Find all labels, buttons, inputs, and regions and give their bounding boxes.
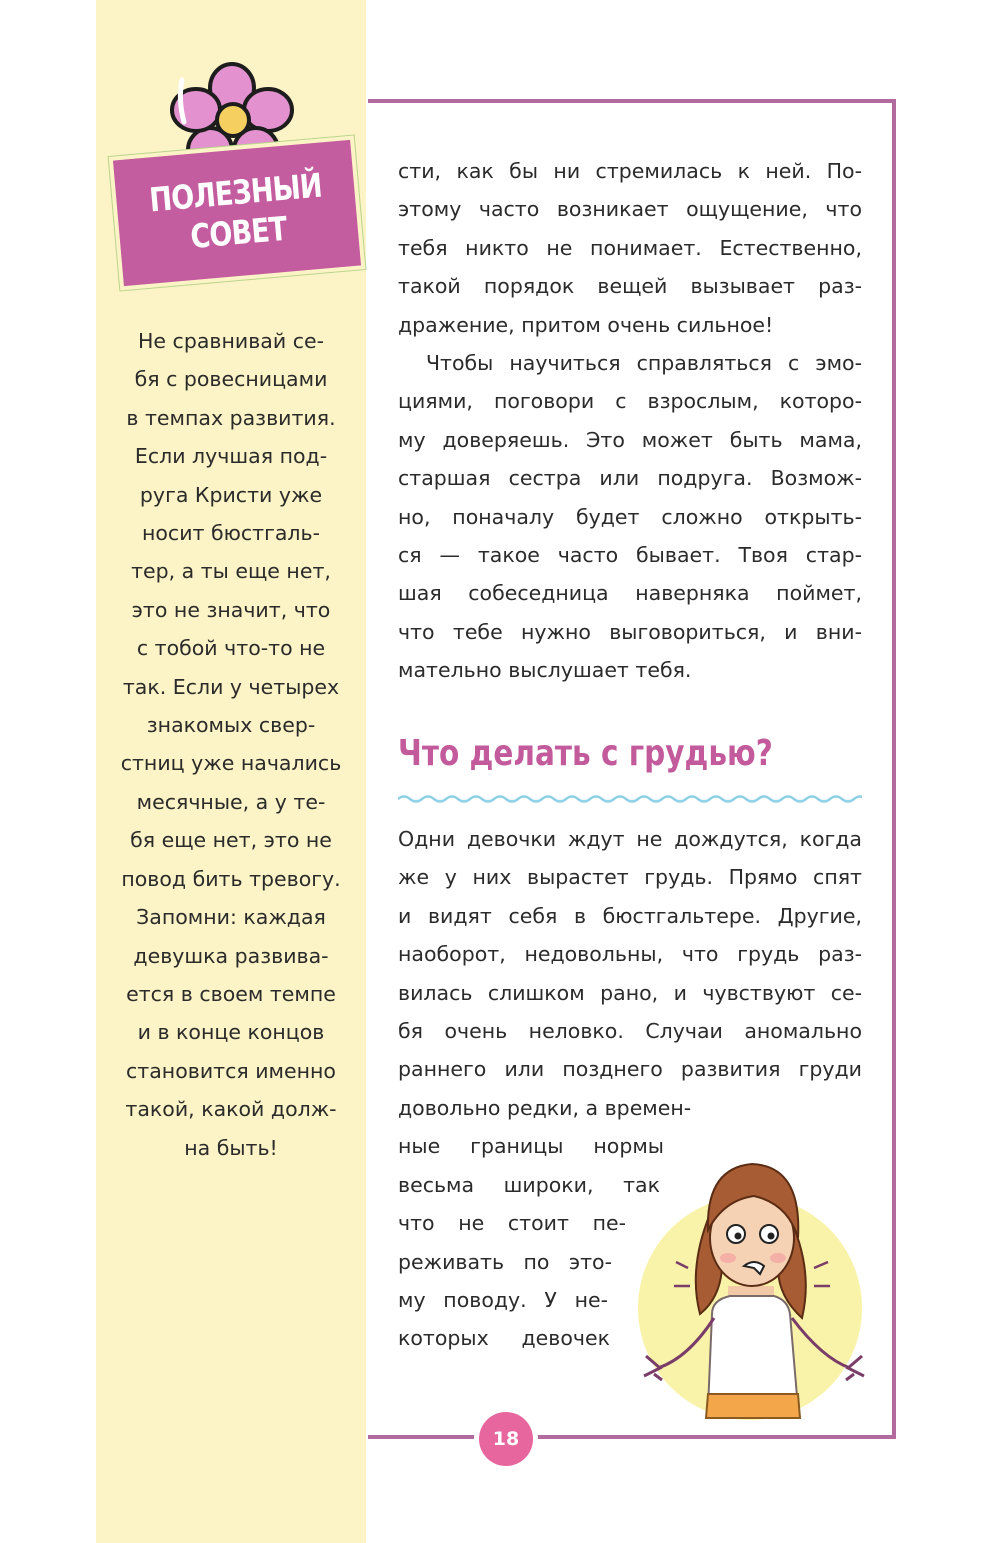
tip-line: знакомых свер- (146, 713, 316, 738)
tip-line: бя с ровесницами (134, 367, 328, 392)
tip-line: стниц уже начались (120, 751, 342, 776)
text-line: что не стоит пе- (398, 1211, 626, 1236)
tip-label-banner (113, 140, 361, 286)
tip-line: в темпах развития. (126, 405, 336, 430)
text-line: что тебе нужно выговориться, и вни- (398, 619, 862, 644)
text-line: ные границы нормы (398, 1134, 664, 1159)
text-line: же у них вырастет грудь. Прямо спят (398, 865, 862, 890)
tip-line: и в конце концов (137, 1020, 325, 1045)
text-line: вилась слишком рано, и чувствуют се- (398, 980, 862, 1005)
tip-line: Не сравнивай се- (138, 329, 324, 353)
text-line: циями, поговори с взрослым, которо- (398, 389, 862, 414)
text-line: весьма широки, так (398, 1172, 660, 1197)
tip-line: Если лучшая под- (134, 444, 328, 469)
tip-line: с тобой что-то не (136, 636, 326, 661)
tip-line: ется в своем темпе (126, 981, 336, 1006)
section-heading: Что делать с грудью? (398, 733, 773, 774)
tip-line: Запомни: каждая (136, 905, 326, 930)
text-line: но, поначалу будет сложно открыть- (398, 504, 862, 529)
tip-line: бя еще нет, это не (130, 828, 332, 853)
text-line: раннего или позднего развития груди (398, 1057, 862, 1082)
tip-line: девушка развива- (133, 943, 329, 968)
text-line: мательно выслушает тебя. (398, 658, 692, 683)
text-line: реживать по это- (398, 1249, 612, 1274)
text-line: довольно редки, а времен- (398, 1096, 692, 1120)
tip-label-line-1: ПОЛЕЗНЫЙ (147, 165, 323, 220)
wavy-divider (398, 792, 862, 806)
tip-label-line-2: СОВЕТ (189, 208, 289, 257)
text-line: му доверяешь. Это может быть мама, (398, 427, 862, 452)
page-number-badge: 18 (479, 1412, 533, 1466)
text-line: наоборот, недовольны, что грудь раз- (398, 942, 862, 967)
tip-line: носит бюстгаль- (141, 521, 321, 546)
tip-line: это не значит, что (131, 597, 331, 622)
text-line: тебя никто не понимает. Естественно, (398, 235, 862, 260)
tip-line: так. Если у четырех (122, 674, 340, 699)
tip-line: месячные, а у те- (136, 789, 326, 814)
tip-line: становится именно (126, 1058, 336, 1083)
tip-text (108, 322, 354, 1167)
girl-illustration (628, 1118, 890, 1428)
text-line: такой порядок вещей вызывает раз- (398, 274, 862, 299)
tip-line: повод бить тревогу. (121, 866, 341, 891)
text-line: му поводу. У не- (398, 1288, 608, 1313)
text-line: сти, как бы ни стремилась к ней. По- (398, 159, 862, 183)
text-line: Одни девочки ждут не дождутся, когда (398, 827, 862, 851)
text-line: старшая сестра или подруга. Возмож- (398, 466, 862, 491)
tip-line: руга Кристи уже (139, 482, 323, 507)
paragraph-1 (398, 152, 862, 344)
text-line: дражение, притом очень сильное! (398, 312, 774, 337)
text-line: которых девочек (398, 1326, 610, 1351)
text-line: бя очень неловко. Случаи аномально (398, 1019, 862, 1044)
paragraph-2 (398, 344, 862, 690)
text-line: и видят себя в бюстгальтере. Другие, (398, 903, 862, 928)
text-line: шая собеседница наверняка поймет, (398, 581, 862, 606)
tip-line: на быть! (184, 1135, 278, 1160)
paragraph-3 (398, 820, 862, 1089)
tip-line: тер, а ты еще нет, (131, 559, 331, 584)
text-line: ся — такое часто бывает. Твоя стар- (398, 543, 862, 568)
text-line: этому часто возникает ощущение, что (398, 197, 862, 222)
tip-line: такой, какой долж- (125, 1097, 337, 1122)
text-line: Чтобы научиться справляться с эмо- (426, 351, 862, 375)
